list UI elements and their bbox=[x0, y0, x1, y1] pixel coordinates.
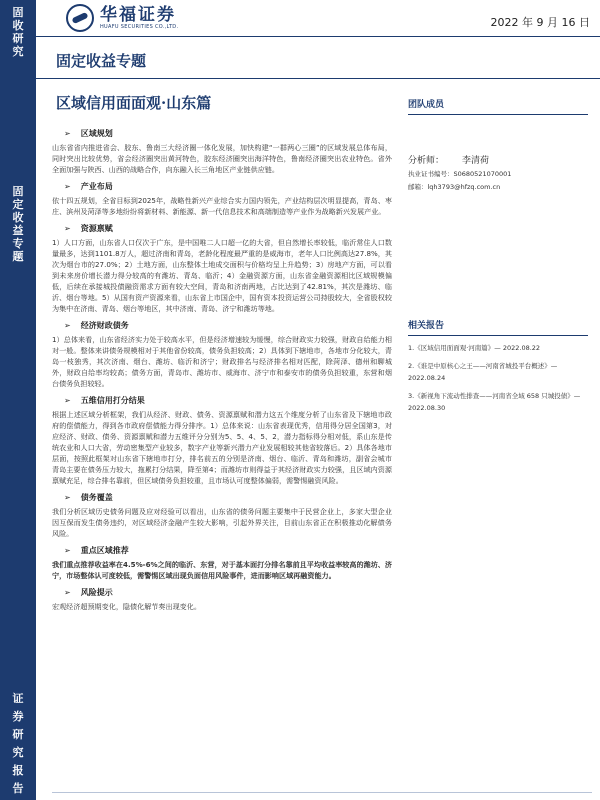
section-paragraph: 我们分析区域历史债务问题及应对经验可以看出，山东省的债务问题主要集中于民营企业上，多家大型企业因互保而发生债务违约，对区域经济金融产生较大影响，引起外界关注，目前山东省正在积极推动化解债务风险。 bbox=[52, 507, 392, 538]
section-paragraph: 宏观经济超预期变化，隐债化解节奏出现变化。 bbox=[52, 602, 201, 611]
section-paragraph: 我们重点推荐收益率在4.5%-6%之间的临沂、东营，对于基本面打分排名靠前且平均收益率较高的潍坊、济宁，市场整体认可度较低，需警惕区域出现负面信用风险事件，进而影响区域再融资能力。 bbox=[52, 560, 392, 580]
report-date: 2022 年 9 月 16 日 bbox=[490, 16, 590, 29]
company-logo bbox=[66, 4, 178, 32]
report-title: 区域信用面面观·山东篇 bbox=[56, 94, 212, 112]
page-header bbox=[36, 0, 600, 38]
main-content bbox=[52, 128, 392, 800]
section-paragraph: 山东省省内推进省会、胶东、鲁南三大经济圈一体化发展，加快构建“一群两心三圈”的区域发展总体布局，同时突出比较优势，省会经济圈突出黄河特色，胶东经济圈突出海洋特色，鲁南经济圈突出农业特色。省外全面加强与陕西、山西的战略合作，向东融入长三角地区产业链供应链。 bbox=[52, 143, 392, 174]
related-report-link[interactable]: 2.《谁是中原核心之王——河南省城投平台概述》— 2022.08.24 bbox=[408, 362, 558, 382]
sidebar-mid-label: 固 定 收 益 专 题 bbox=[12, 185, 24, 263]
section-paragraph: 依十四五规划，全省目标到2025年，战略性新兴产业综合实力国内领先，产业结构层次明显提高，青岛、枣庄、滨州及菏泽等多地纷纷将新材料、新能源、新一代信息技术和高端制造等产业作为战略新兴发展产业。 bbox=[52, 196, 392, 216]
analyst-name: 李清荷 bbox=[462, 156, 490, 166]
arrow-icon: ➢ bbox=[64, 493, 71, 502]
section-risk bbox=[52, 587, 392, 612]
section-heading: 资源禀赋 bbox=[80, 224, 113, 233]
section-paragraph: 1）总体来看，山东省经济实力处于较高水平，但是经济增速较为缓慢，综合财政实力较强，财政自给能力相对一般。整体来讲债务规模相对于其他省份较高，债务负担较高；2）具体到下辖地市，各地市分化较大，青岛一枝独秀，其次济南、烟台、潍坊、临沂和济宁；财政排名与经济排名相对匹配，除菏泽、德州和聊城外，财政自给率均较高；债务方面，青岛市、潍坊市、威海市、济宁市和泰安市的债务负担较重，东营和烟台债务负担较轻。 bbox=[52, 335, 392, 388]
sidebar bbox=[0, 0, 36, 800]
logo-name-cn: 华福证券 bbox=[100, 5, 176, 25]
section-debt bbox=[52, 492, 392, 539]
section-economy bbox=[52, 320, 392, 389]
report-category: 固定收益专题 bbox=[56, 52, 147, 70]
team-panel bbox=[408, 97, 588, 192]
analyst-label: 分析师： bbox=[408, 156, 445, 166]
related-heading: 相关报告 bbox=[408, 318, 588, 336]
related-report-link[interactable]: 3.《新视角下流动性排查——河南省全域 658 只城投债》— 2022.08.30 bbox=[408, 392, 581, 412]
arrow-icon: ➢ bbox=[64, 588, 71, 597]
section-heading: 债务覆盖 bbox=[80, 493, 113, 502]
analyst-email[interactable]: 邮箱：lqh3793@hfzq.com.cn bbox=[408, 183, 501, 191]
header-divider bbox=[36, 36, 600, 37]
arrow-icon: ➢ bbox=[64, 396, 71, 405]
footer-divider bbox=[52, 792, 592, 793]
arrow-icon: ➢ bbox=[64, 546, 71, 555]
category-divider bbox=[36, 78, 600, 79]
section-region-plan bbox=[52, 128, 392, 175]
arrow-icon: ➢ bbox=[64, 129, 71, 138]
team-heading: 团队成员 bbox=[408, 97, 588, 115]
arrow-icon: ➢ bbox=[64, 321, 71, 330]
section-industry bbox=[52, 181, 392, 217]
logo-name-en: HUAFU SECURITIES CO.,LTD. bbox=[100, 24, 179, 30]
section-heading: 重点区域推荐 bbox=[80, 546, 129, 555]
section-credit-score bbox=[52, 395, 392, 486]
section-heading: 五维信用打分结果 bbox=[80, 396, 145, 405]
arrow-icon: ➢ bbox=[64, 182, 71, 191]
section-heading: 区域规划 bbox=[80, 129, 113, 138]
section-heading: 经济财政债务 bbox=[80, 321, 129, 330]
section-heading: 风险提示 bbox=[80, 588, 113, 597]
related-reports bbox=[408, 318, 588, 414]
section-heading: 产业布局 bbox=[80, 182, 113, 191]
sidebar-top-label: 固 收 研 究 bbox=[12, 6, 24, 58]
logo-icon bbox=[66, 4, 94, 32]
section-recommendation bbox=[52, 545, 392, 581]
section-resources bbox=[52, 223, 392, 314]
analyst-license: 执业证书编号：S0680521070001 bbox=[408, 170, 512, 178]
section-paragraph: 根据上述区域分析框架，我们从经济、财政、债务、资源禀赋和潜力这五个维度分析了山东省及下辖地市政府的偿债能力，得到各市政府偿债能力得分排序。1）总体来说：山东省表现优秀，信用得分居全国第3，对应经济、财政、债务、资源禀赋和潜力五维评分分别为5、5、4、5、2，潜力指标得分相对低，系山东是传统农业和人口大省，劳动密集型产业较多，数字产业等新兴潜力产业发展相较其他省较落后。2）具体各地市层面，按照此框架对山东省下辖地市打分，排名前五的分别是济南、烟台、临沂、青岛和潍坊，副省会城市青岛主要在债务压力较大，拖累打分结果，降至第4；而潍坊市则得益于其经济财政实力较强，且区域内资源禀赋充足，综合排名靠前，但区域债务负担较重，且市场认可度整体偏弱，需警惕融资风险。 bbox=[52, 410, 392, 485]
section-paragraph: 1）人口方面，山东省人口仅次于广东，是中国唯二人口超一亿的大省，但自然增长率较低，临沂常住人口数量最多，达到1101.8万人，超过济南和青岛，老龄化程度最严重的是威海市，老年人口比例高达27.8%，其次为烟台市的27.0%；2）土地方面，山东整体土地成交面积与价格均呈上升趋势；3）房地产方面，可以看到未来房价增长潜力得分较高的有潍坊、青岛、临沂；4）金融资源方面，山东省金融资源相比区域规模偏低，后续在承接城投债融资需求方面有较大空间，青岛和济南两地，占比达到了42.81%，其次是潍坊、临沂、烟台等地。5）从国有资产资源来看，山东省上市国企中，国有资本投资运营公司持股较大，全省股权较为集中在济南、青岛、烟台等地区，其中济南、青岛、济宁和潍坊等地。 bbox=[52, 238, 392, 313]
related-report-link[interactable]: 1.《区域信用面面观·河南篇》— 2022.08.22 bbox=[408, 344, 541, 352]
sidebar-bottom-label: 证 券 研 究 报 告 bbox=[12, 692, 24, 795]
arrow-icon: ➢ bbox=[64, 224, 71, 233]
